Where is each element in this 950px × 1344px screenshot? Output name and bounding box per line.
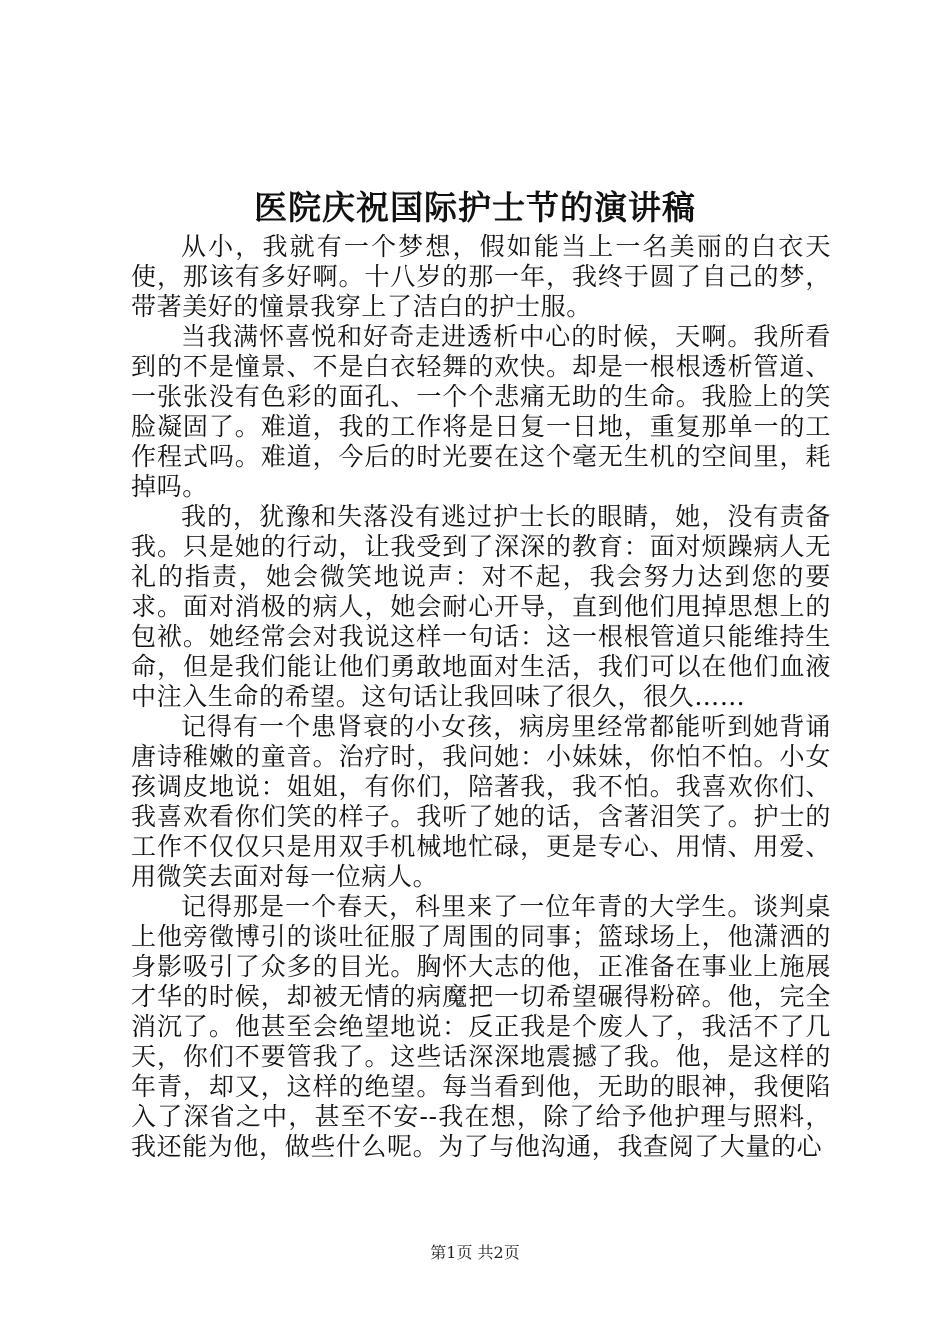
paragraph-3: 我的，犹豫和失落没有逃过护士长的眼睛，她，没有责备我。只是她的行动，让我受到了深深的教育：面对烦躁病人无礼的指责，她会微笑地说声：对不起，我会努力达到您的要求。面对消极的病人，她会耐心开导，直到他们甩掉思想上的包袱。她经常会对我说这样一句话：这一根根管道只能维持生命，但是我们能让他们勇敢地面对生活，我们可以在他们血液中注入生命的希望。这句话让我回味了很久，很久…… — [131, 502, 831, 711]
document-body — [131, 232, 831, 1162]
paragraph-1: 从小，我就有一个梦想，假如能当上一名美丽的白衣天使，那该有多好啊。十八岁的那一年，我终于圆了自己的梦，带著美好的憧景我穿上了洁白的护士服。 — [131, 232, 831, 321]
document-title: 医院庆祝国际护士节的演讲稿 — [254, 188, 696, 227]
paragraph-2: 当我满怀喜悦和好奇走进透析中心的时候，天啊。我所看到的不是憧景、不是白衣轻舞的欢快。却是一根根透析管道、一张张没有色彩的面孔、一个个悲痛无助的生命。我脸上的笑脸凝固了。难道，我的工作将是日复一日地，重复那单一的工作程式吗。难道，今后的时光要在这个毫无生机的空间里，耗掉吗。 — [131, 322, 831, 501]
paragraph-5: 记得那是一个春天，科里来了一位年青的大学生。谈判桌上他旁徵博引的谈吐征服了周围的同事；篮球场上，他潇洒的身影吸引了众多的目光。胸怀大志的他，正准备在事业上施展才华的时候，却被无情的病魔把一切希望碾得粉碎。他，完全消沉了。他甚至会绝望地说：反正我是个废人了，我活不了几天，你们不要管我了。这些话深深地震撼了我。他，是这样的年青，却又，这样的绝望。每当看到他，无助的眼神，我便陷入了深省之中，甚至不安--我在想，除了给予他护理与照料，我还能为他，做些什么呢。为了与他沟通，我查阅了大量的心 — [131, 892, 831, 1161]
page-footer: 第1页 共2页 — [430, 1243, 520, 1262]
paragraph-4: 记得有一个患肾衰的小女孩，病房里经常都能听到她背诵唐诗稚嫩的童音。治疗时，我问她：小妹妹，你怕不怕。小女孩调皮地说：姐姐，有你们，陪著我，我不怕。我喜欢你们、我喜欢看你们笑的样子。我听了她的话，含著泪笑了。护士的工作不仅仅只是用双手机械地忙碌，更是专心、用情、用爱、用微笑去面对每一位病人。 — [131, 712, 831, 891]
